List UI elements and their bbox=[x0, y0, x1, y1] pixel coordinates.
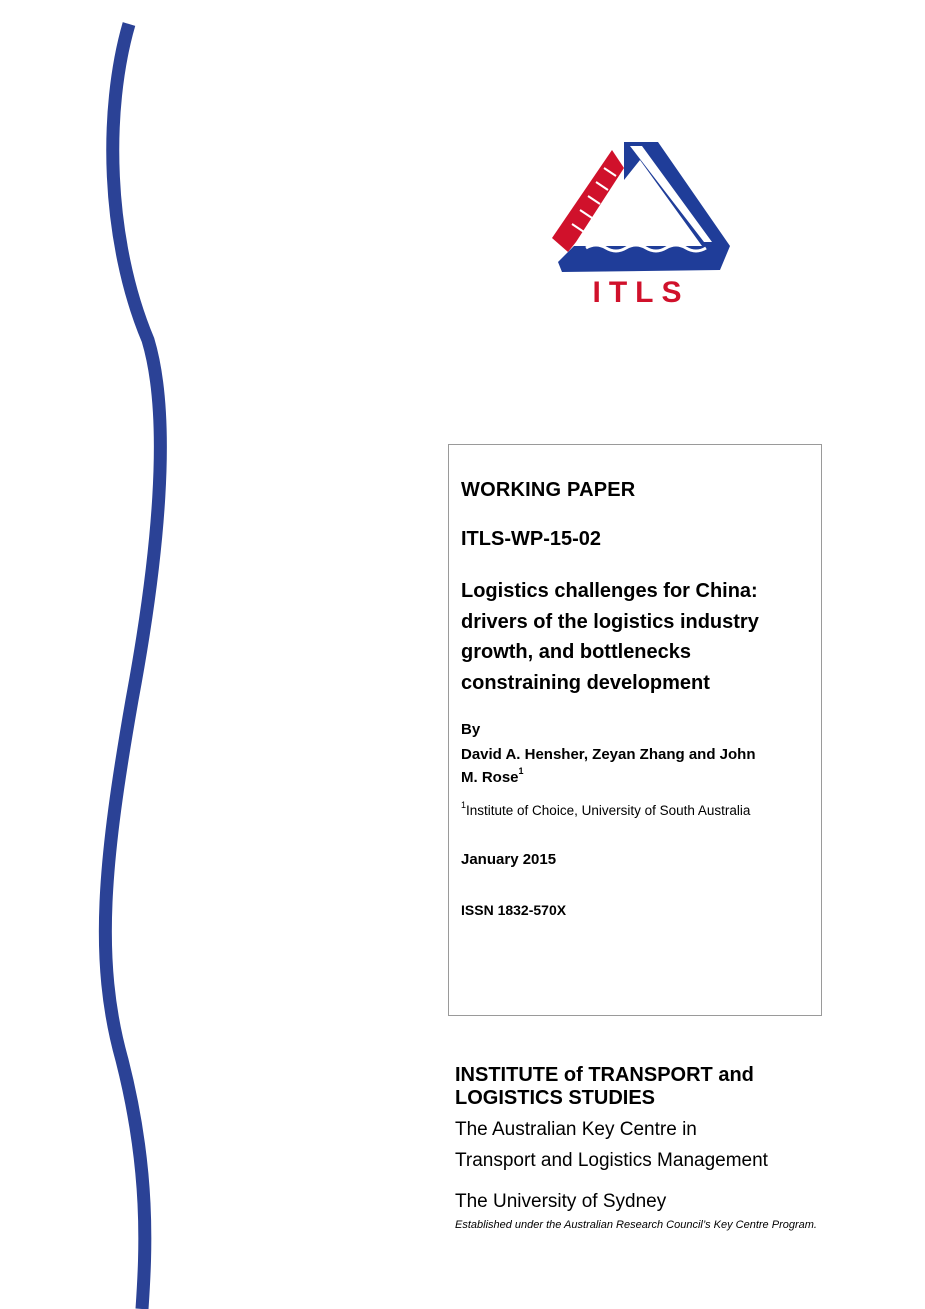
institute-subtitle bbox=[455, 1114, 905, 1176]
institute-subtitle-line: The Australian Key Centre in bbox=[455, 1119, 697, 1140]
authors-line-2 bbox=[461, 766, 811, 789]
decorative-wave-line bbox=[0, 0, 200, 1309]
institute-name-line: LOGISTICS STUDIES bbox=[455, 1087, 656, 1109]
author-last: M. Rose bbox=[461, 769, 519, 786]
by-label: By bbox=[461, 721, 481, 738]
paper-title-line: drivers of the logistics industry bbox=[461, 610, 759, 633]
institute-block bbox=[455, 1064, 905, 1231]
established-note: Established under the Australian Research Council’s Key Centre Program. bbox=[455, 1219, 817, 1231]
affiliation bbox=[461, 799, 751, 818]
institute-name bbox=[455, 1064, 905, 1110]
paper-title-line: growth, and bottlenecks bbox=[461, 641, 692, 663]
authors bbox=[461, 743, 811, 789]
paper-title-line: Logistics challenges for China: bbox=[461, 580, 758, 602]
paper-title bbox=[461, 576, 811, 698]
issn: ISSN 1832-570X bbox=[461, 902, 567, 918]
affiliation-text: Institute of Choice, University of South Australia bbox=[466, 803, 751, 818]
university-name: The University of Sydney bbox=[455, 1191, 667, 1212]
institute-name-line: INSTITUTE of TRANSPORT and bbox=[455, 1064, 754, 1086]
working-paper-label: WORKING PAPER bbox=[461, 479, 636, 501]
logo-text: ITLS bbox=[592, 276, 690, 309]
itls-logo bbox=[546, 138, 736, 313]
working-paper-box bbox=[448, 444, 822, 1016]
authors-line: David A. Hensher, Zeyan Zhang and John bbox=[461, 746, 756, 763]
institute-subtitle-line: Transport and Logistics Management bbox=[455, 1150, 768, 1171]
affiliation-superscript: 1 bbox=[461, 799, 467, 810]
publication-date: January 2015 bbox=[461, 851, 557, 868]
author-superscript: 1 bbox=[518, 766, 524, 776]
working-paper-id: ITLS-WP-15-02 bbox=[461, 528, 602, 550]
paper-title-line: constraining development bbox=[461, 671, 710, 694]
